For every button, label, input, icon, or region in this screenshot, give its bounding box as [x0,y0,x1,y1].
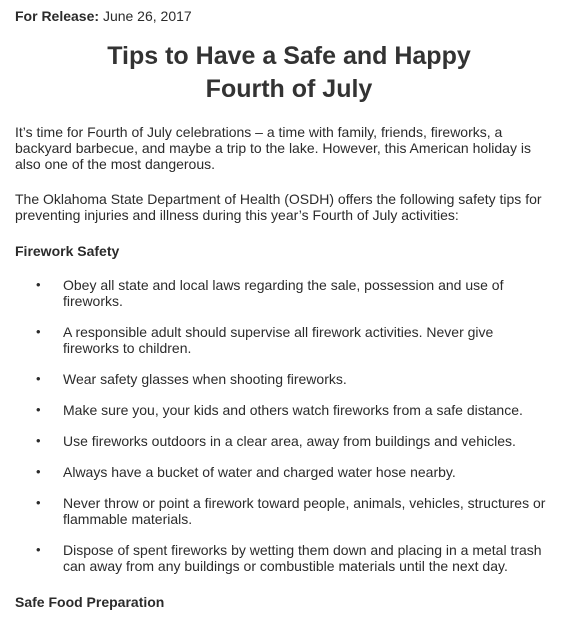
list-item-text [63,542,542,574]
list-item-text [63,324,493,356]
page-title [0,40,578,106]
list-item-line: fireworks to children. [63,340,192,356]
release-label: For Release: [15,8,100,24]
bullet-icon: • [36,464,41,479]
bullet-icon: • [36,324,41,339]
list-item-text [63,402,523,418]
list-item-line: Use fireworks outdoors in a clear area, away from buildings and vehicles. [63,433,516,449]
intro-paragraph [15,124,567,172]
osdh-paragraph [15,191,567,223]
title-line-2: Fourth of July [205,75,373,103]
list-item-line: A responsible adult should supervise all firework activities. Never give [63,324,494,340]
list-item-text [63,464,456,480]
list-item-line: fireworks. [63,293,123,309]
bullet-icon: • [36,433,41,448]
list-item-line: Dispose of spent fireworks by wetting them down and placing in a metal trash [63,542,542,558]
list-item-line: flammable materials. [63,511,193,527]
firework-safety-heading: Firework Safety [15,243,120,259]
intro-line-2: backyard barbecue, and maybe a trip to the lake. However, this American holiday is [15,140,531,156]
list-item-line: Obey all state and local laws regarding the sale, possession and use of [63,277,504,293]
list-item-line: Make sure you, your kids and others watch fireworks from a safe distance. [63,402,523,418]
list-item-line: Never throw or point a firework toward people, animals, vehicles, structures or [63,495,546,511]
intro-line-3: also one of the most dangerous. [15,156,216,172]
list-item-text [63,371,347,387]
bullet-icon: • [36,495,41,510]
bullet-icon: • [36,371,41,386]
bullet-icon: • [36,402,41,417]
bullet-icon: • [36,277,41,292]
osdh-line-1: The Oklahoma State Department of Health (OSDH) offers the following safety tips for [15,191,542,207]
bullet-icon: • [36,542,41,557]
list-item-text [63,495,545,527]
safe-food-heading: Safe Food Preparation [15,594,165,610]
intro-line-1: It’s time for Fourth of July celebrations – a time with family, friends, fireworks, a [15,124,503,140]
list-item-line: can away from any buildings or combustible materials until the next day. [63,558,508,574]
release-date: June 26, 2017 [102,8,192,24]
list-item-text [63,277,504,309]
list-item-line: Wear safety glasses when shooting fireworks. [63,371,347,387]
release-line [15,7,192,25]
osdh-line-2: preventing injuries and illness during this year’s Fourth of July activities: [15,207,459,223]
list-item-line: Always have a bucket of water and charged water hose nearby. [63,464,456,480]
title-line-1: Tips to Have a Safe and Happy [107,42,471,70]
list-item-text [63,433,516,449]
